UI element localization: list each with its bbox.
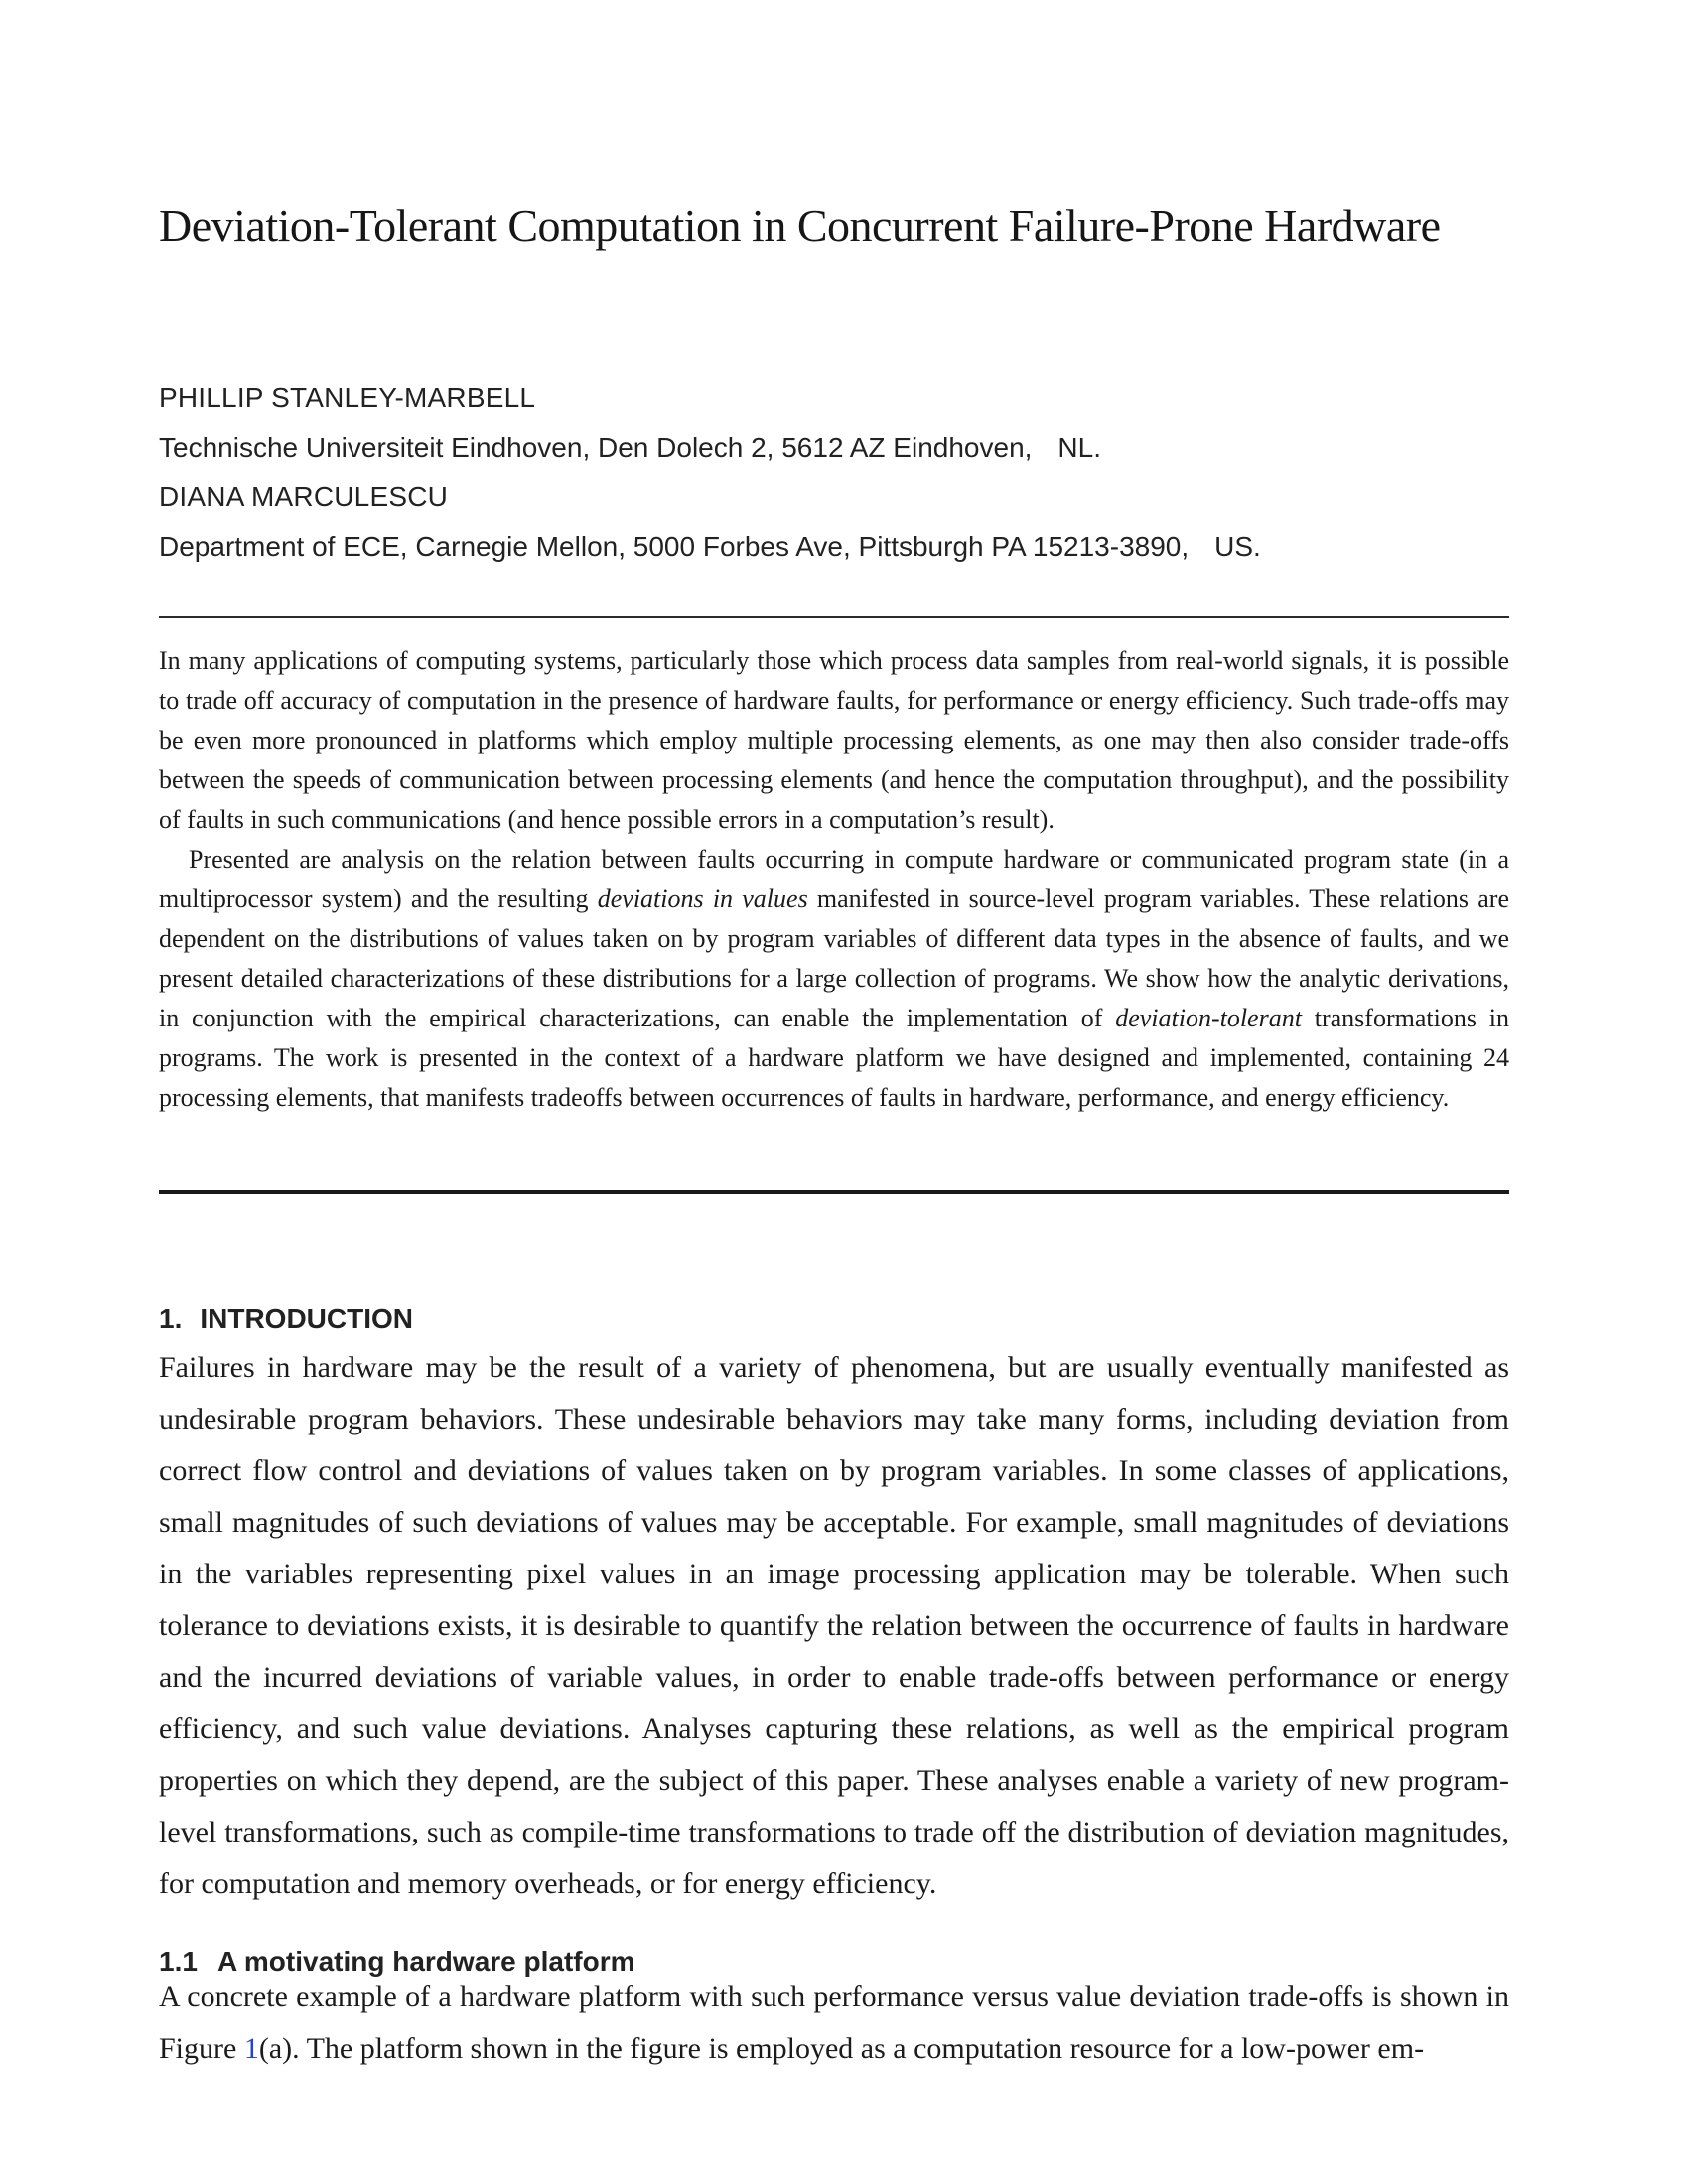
author-affiliation-2 (159, 522, 1509, 572)
body-text: (a). The platform shown in the figure is employed as a computation resource for a low-power em- (258, 2032, 1425, 2065)
abstract-top-rule (159, 616, 1509, 618)
emphasized-term: deviations in values (597, 885, 808, 913)
abstract-text: transformations in programs. The work is presented in the context of a hardware platform we have designed and implemented, containing 24 processing elements, that manifests tradeoffs between occurrences of faults in hardware, performance, and energy efficiency. (159, 1004, 1509, 1112)
emphasized-term: deviation-tolerant (1115, 1004, 1302, 1032)
author-name-text: PHILLIP STANLEY-MARBELL (159, 382, 536, 413)
affiliation-text: Department of ECE, Carnegie Mellon, 5000 Forbes Ave, Pittsburgh PA 15213-3890, (159, 531, 1190, 562)
author-name-2 (159, 473, 1509, 522)
subsection-number: 1.1 (159, 1946, 198, 1977)
affiliation-text: Technische Universiteit Eindhoven, Den Dolech 2, 5612 AZ Eindhoven, (159, 432, 1033, 463)
subsection-title: A motivating hardware platform (216, 1946, 635, 1977)
author-affiliation-1 (159, 423, 1509, 473)
section-title: INTRODUCTION (200, 1303, 414, 1335)
authors-block (159, 373, 1509, 572)
author-name-1 (159, 373, 1509, 423)
abstract-bottom-rule (159, 1190, 1509, 1194)
section-number: 1. (159, 1303, 183, 1335)
abstract-text: Presented are analysis on the relation between faults occurring in compute hardware or communicated program state (in a multiprocessor system) and the resulting (159, 845, 1509, 913)
paper-title: Deviation-Tolerant Computation in Concurrent Failure-Prone Hardware (159, 200, 1441, 251)
introduction-paragraph: Failures in hardware may be the result of a variety of phenomena, but are usually eventually manifested as undesirable program behaviors. These undesirable behaviors may take many forms, including deviation from correct flow control and deviations of values taken on by program variables. In some classes of applications, small magnitudes of such deviations of values may be acceptable. For example, small magnitudes of deviations in the variables representing pixel values in an image processing application may be tolerable. When such tolerance to deviations exists, it is desirable to quantify the relation between the occurrence of faults in hardware and the incurred deviations of variable values, in order to enable trade-offs between performance or energy efficiency, and such value deviations. Analyses capturing these relations, as well as the empirical program properties on which they depend, are the subject of this paper. These analyses enable a variety of new program-level transformations, such as compile-time transformations to trade off the distribution of deviation magnitudes, for computation and memory overheads, or for energy efficiency. (159, 1351, 1509, 1900)
motivating-paragraph (159, 1972, 1509, 2075)
abstract-text: manifested in source-level program variables. These relations are dependent on the distributions of values taken on by program variables of different data types in the absence of faults, and we present detailed characterizations of these distributions for a large collection of programs. We show how the analytic derivations, in conjunction with the empirical characterizations, can enable the implementation of (159, 885, 1509, 1032)
body-text: A concrete example of a hardware platform with such performance versus value deviation trade-offs is shown in Figure (159, 1980, 1509, 2065)
figure-1-link[interactable]: 1 (243, 2032, 259, 2065)
abstract-paragraph-2 (159, 840, 1509, 1118)
section-heading-introduction (159, 1303, 1509, 1335)
abstract (159, 641, 1509, 1118)
author-name-text: DIANA MARCULESCU (159, 481, 449, 512)
affiliation-country: NL. (1057, 432, 1101, 463)
affiliation-country: US. (1214, 531, 1261, 562)
abstract-paragraph-1: In many applications of computing systems, particularly those which process data samples from real-world signals, it is possible to trade off accuracy of computation in the presence of hardware faults, for performance or energy efficiency. Such trade-offs may be even more pronounced in platforms which employ multiple processing elements, as one may then also consider trade-offs between the speeds of communication between processing elements (and hence the computation throughput), and the possibility of faults in such communications (and hence possible errors in a computation’s result). (159, 646, 1509, 834)
